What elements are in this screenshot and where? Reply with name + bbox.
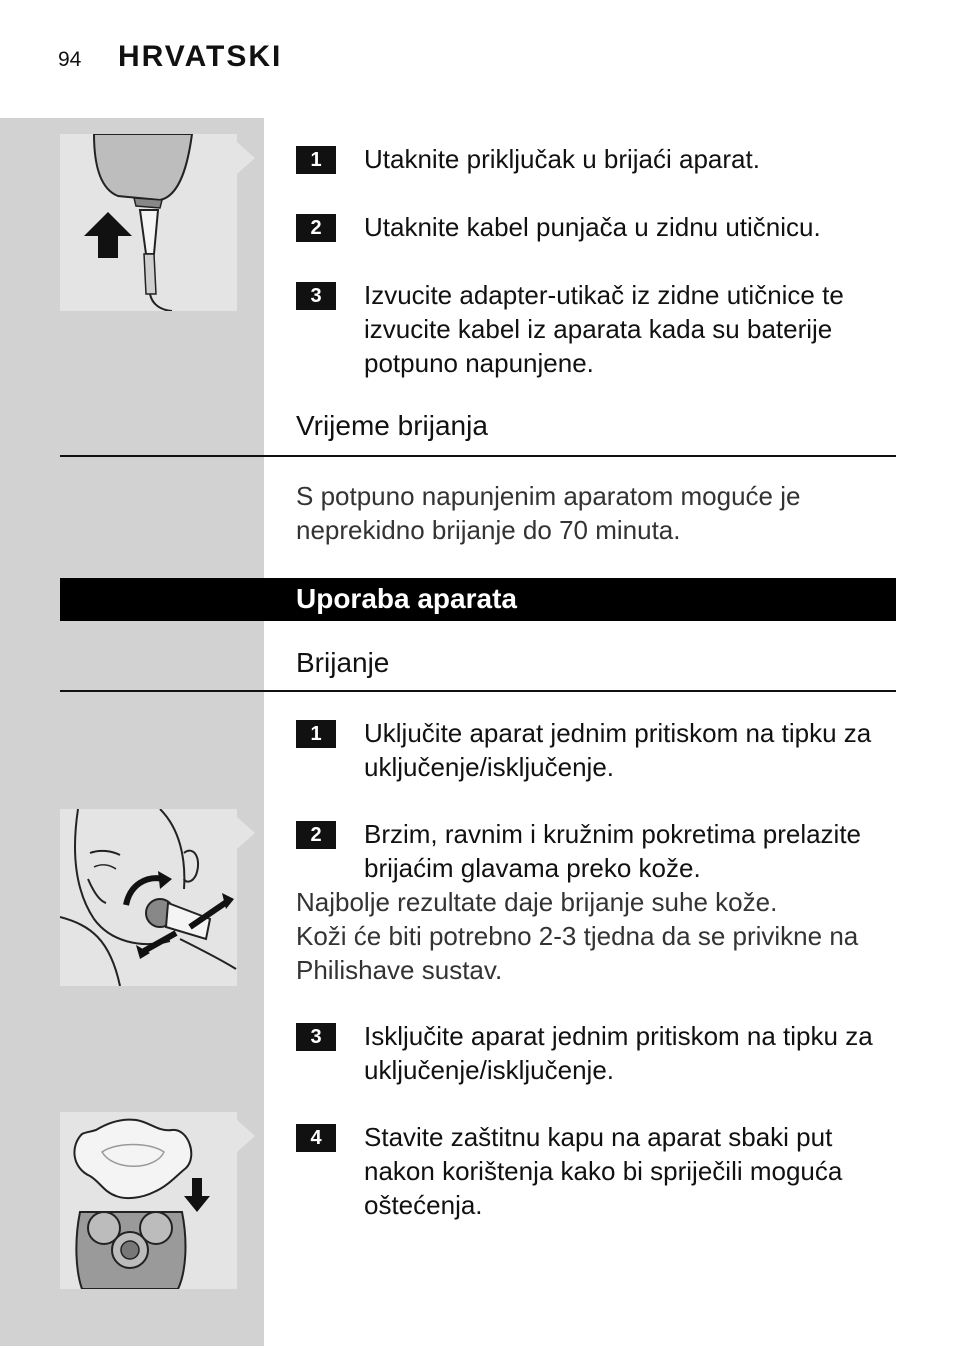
language-title: HRVATSKI	[118, 40, 283, 73]
step-text: Utaknite kabel punjača u zidnu utičnicu.	[364, 212, 821, 242]
protective-cap-illustration	[60, 1112, 237, 1289]
shaving-time-heading: Vrijeme brijanja	[296, 410, 488, 441]
cap-shaver-image	[60, 1112, 237, 1289]
step-text: Utaknite priključak u brijaći aparat.	[364, 144, 760, 174]
step-text: Izvucite adapter-utikač iz zidne utičnice te izvucite kabel iz aparata kada su baterije potpuno napunjene.	[364, 280, 844, 378]
step-number: 1	[296, 720, 336, 748]
heading-rule	[60, 455, 896, 457]
heading-rule	[60, 690, 896, 692]
step-number: 3	[296, 282, 336, 310]
shaving-face-illustration	[60, 809, 237, 986]
shaving-heading: Brijanje	[296, 647, 390, 678]
step-text: Isključite aparat jednim pritiskom na tipku za uključenje/isključenje.	[364, 1021, 873, 1085]
section-bar	[60, 578, 896, 621]
dry-skin-note: Najbolje rezultate daje brijanje suhe kože.	[296, 887, 778, 917]
step-text: Stavite zaštitnu kapu na aparat sbaki put nakon korištenja kako bi spriječili moguća oštećenja.	[364, 1122, 843, 1220]
step-text: Brzim, ravnim i kružnim pokretima prelazite brijaćim glavama preko kože.	[364, 819, 862, 883]
step-number: 1	[296, 146, 336, 174]
step-number: 2	[296, 821, 336, 849]
page-number: 94	[58, 48, 82, 71]
illustration-pointer	[237, 142, 255, 174]
illustration-pointer	[237, 817, 255, 849]
illustration-pointer	[237, 1120, 255, 1152]
step-number: 2	[296, 214, 336, 242]
section-title: Uporaba aparata	[296, 583, 517, 614]
adaptation-note: Koži će biti potrebno 2-3 tjedna da se privikne na Philishave sustav.	[296, 921, 859, 985]
shaver-plug-image	[60, 134, 237, 311]
step-number: 3	[296, 1023, 336, 1051]
step-number: 4	[296, 1124, 336, 1152]
step-text: Uključite aparat jednim pritiskom na tipku za uključenje/isključenje.	[364, 718, 872, 782]
face-shaving-image	[60, 809, 237, 986]
plug-in-illustration	[60, 134, 237, 311]
shaving-time-text: S potpuno napunjenim aparatom moguće je neprekidno brijanje do 70 minuta.	[296, 481, 801, 545]
